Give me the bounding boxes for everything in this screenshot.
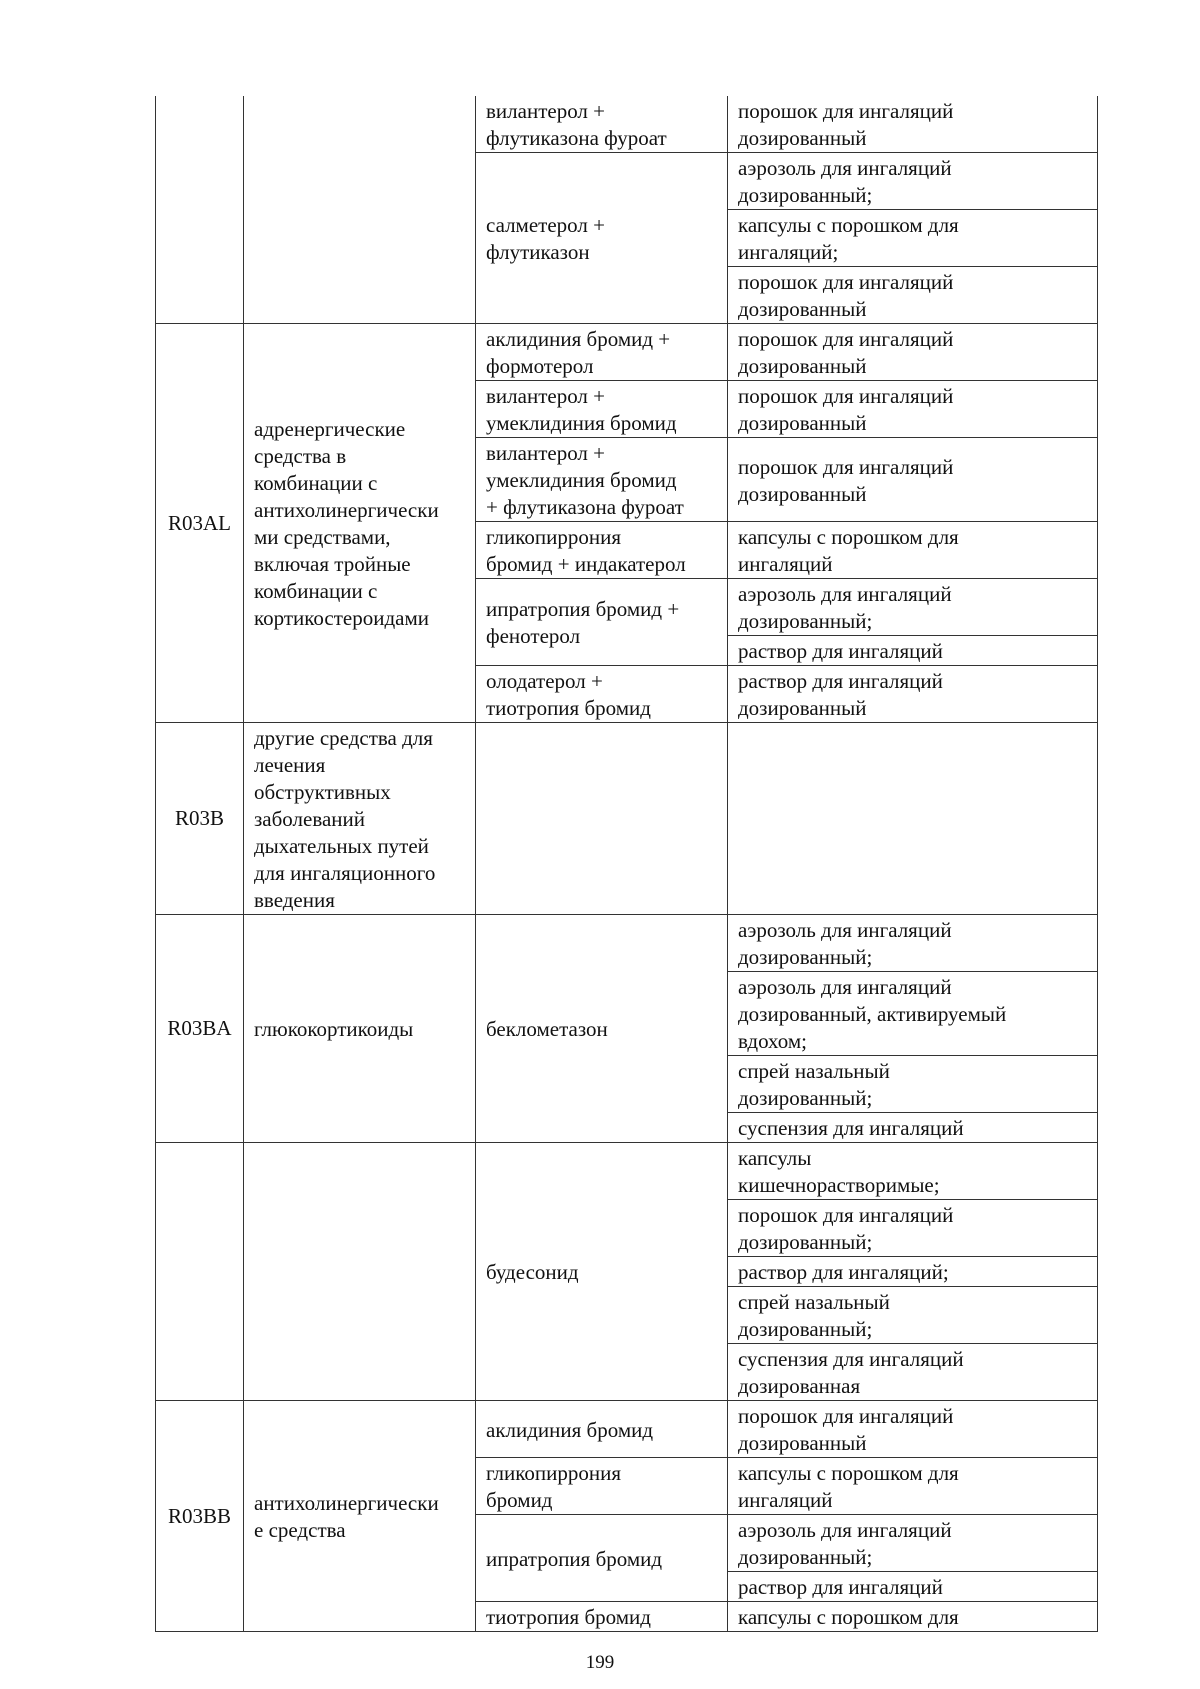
dosage-form-cell: раствор для ингаляций дозированный [728, 666, 1098, 723]
group-name-cell: антихолинергически е средства [244, 1401, 476, 1632]
dosage-form-cell: порошок для ингаляций дозированный [728, 324, 1098, 381]
substance-cell: гликопиррония бромид + индакатерол [476, 522, 728, 579]
dosage-form-cell [728, 723, 1098, 915]
table-row [156, 1401, 1098, 1458]
table-row [156, 324, 1098, 381]
medication-table-body [156, 96, 1098, 1632]
dosage-form-cell: спрей назальный дозированный; [728, 1287, 1098, 1344]
dosage-form-cell: раствор для ингаляций; [728, 1257, 1098, 1287]
substance-cell [476, 723, 728, 915]
substance-cell: аклидиния бромид [476, 1401, 728, 1458]
dosage-form-cell: капсулы кишечнорастворимые; [728, 1143, 1098, 1200]
dosage-form-cell: капсулы с порошком для ингаляций [728, 1458, 1098, 1515]
table-row [156, 915, 1098, 972]
group-name-cell [244, 1143, 476, 1401]
dosage-form-cell: аэрозоль для ингаляций дозированный; [728, 579, 1098, 636]
atc-code-cell: R03BB [156, 1401, 244, 1632]
dosage-form-cell: суспензия для ингаляций дозированная [728, 1344, 1098, 1401]
dosage-form-cell: аэрозоль для ингаляций дозированный, активируемый вдохом; [728, 972, 1098, 1056]
substance-cell: тиотропия бромид [476, 1602, 728, 1632]
dosage-form-cell: раствор для ингаляций [728, 1572, 1098, 1602]
dosage-form-cell: раствор для ингаляций [728, 636, 1098, 666]
dosage-form-cell: порошок для ингаляций дозированный [728, 267, 1098, 324]
substance-cell: гликопиррония бромид [476, 1458, 728, 1515]
substance-cell: будесонид [476, 1143, 728, 1401]
substance-cell: олодатерол + тиотропия бромид [476, 666, 728, 723]
table-row [156, 96, 1098, 153]
dosage-form-cell: капсулы с порошком для ингаляций; [728, 210, 1098, 267]
dosage-form-cell: спрей назальный дозированный; [728, 1056, 1098, 1113]
substance-cell: беклометазон [476, 915, 728, 1143]
atc-code-cell [156, 96, 244, 324]
group-name-cell: глюкокортикоиды [244, 915, 476, 1143]
group-name-cell: адренергические средства в комбинации с антихолинергически ми средствами, включая тройные комбинации с кортикостероидами [244, 324, 476, 723]
page-number: 199 [585, 1652, 615, 1673]
atc-code-cell: R03BA [156, 915, 244, 1143]
substance-cell: ипратропия бромид + фенотерол [476, 579, 728, 666]
substance-cell: вилантерол + умеклидиния бромид + флутиказона фуроат [476, 438, 728, 522]
dosage-form-cell: порошок для ингаляций дозированный [728, 381, 1098, 438]
table-row [156, 1143, 1098, 1200]
dosage-form-cell: аэрозоль для ингаляций дозированный; [728, 153, 1098, 210]
dosage-form-cell: аэрозоль для ингаляций дозированный; [728, 915, 1098, 972]
medication-table [155, 96, 1098, 1632]
atc-code-cell [156, 1143, 244, 1401]
substance-cell: салметерол + флутиказон [476, 153, 728, 324]
atc-code-cell: R03B [156, 723, 244, 915]
substance-cell: аклидиния бромид + формотерол [476, 324, 728, 381]
group-name-cell [244, 96, 476, 324]
dosage-form-cell: порошок для ингаляций дозированный [728, 96, 1098, 153]
dosage-form-cell: порошок для ингаляций дозированный; [728, 1200, 1098, 1257]
table-row [156, 723, 1098, 915]
group-name-cell: другие средства для лечения обструктивных заболеваний дыхательных путей для ингаляционного введения [244, 723, 476, 915]
atc-code-cell: R03AL [156, 324, 244, 723]
dosage-form-cell: капсулы с порошком для ингаляций [728, 522, 1098, 579]
dosage-form-cell: суспензия для ингаляций [728, 1113, 1098, 1143]
dosage-form-cell: порошок для ингаляций дозированный [728, 1401, 1098, 1458]
substance-cell: ипратропия бромид [476, 1515, 728, 1602]
dosage-form-cell: порошок для ингаляций дозированный [728, 438, 1098, 522]
substance-cell: вилантерол + флутиказона фуроат [476, 96, 728, 153]
dosage-form-cell: капсулы с порошком для [728, 1602, 1098, 1632]
substance-cell: вилантерол + умеклидиния бромид [476, 381, 728, 438]
dosage-form-cell: аэрозоль для ингаляций дозированный; [728, 1515, 1098, 1572]
